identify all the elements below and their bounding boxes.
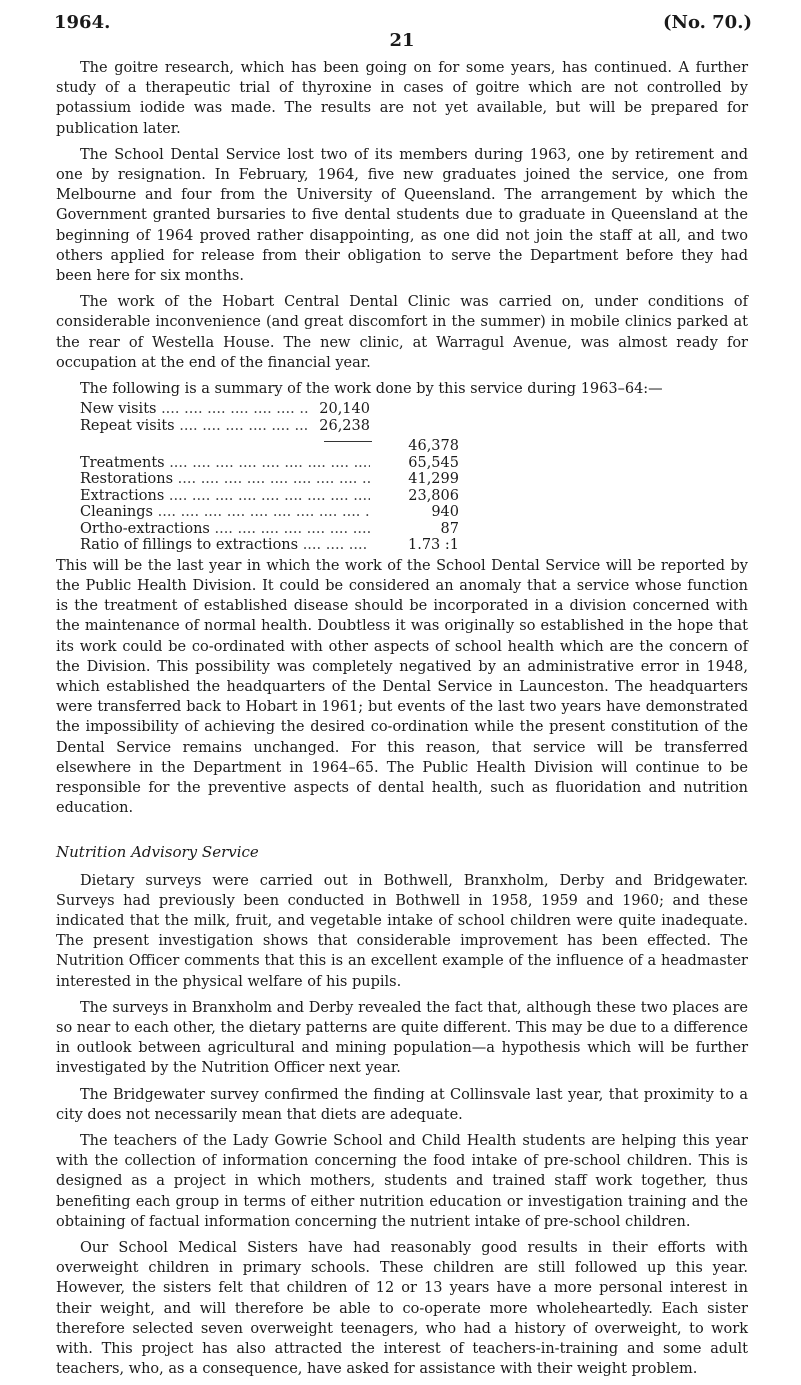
paragraph-goitre: The goitre research, which has been going on for some years, has continued. A further study of a therapeutic trial of thyroxine in cases of goitre which are not controlled by potassium iodide was made. The results are not yet available, but will be prepared for publication later.: [56, 60, 748, 137]
paragraph-overweight: Our School Medical Sisters have had reasonably good results in their efforts with overweight children in primary schools. These children are still followed up this year. However, the sisters felt that children of 12 or 13 years have a more personal interest in their weight, and will therefore be able to co-operate more wholeheartedly. Each sister therefore selected seven overweight teenagers, who had a history of overweight, to work with. This project has also attracted the interest of teachers-in-training and some adult teachers, who, as a consequence, have asked for assistance with their weight problem.: [56, 1240, 748, 1378]
document-page: [54, 12, 752, 1385]
row-value: 65,545: [408, 454, 459, 471]
table-row: [80, 504, 748, 521]
table-row: [80, 471, 748, 488]
total-visits: 46,378: [408, 438, 459, 455]
row-value: 1.73 :1: [407, 537, 459, 554]
row-label: Ratio of fillings to extractions ....: [80, 537, 370, 554]
paragraph-branxholm-derby: The surveys in Branxholm and Derby revealed the fact that, although these two places are so near to each other, the dietary patterns are quite different. This may be due to a difference in outlook between agricultural and mining population—a hypothesis which will be further investigated by the Nutrition Officer next year.: [56, 999, 748, 1077]
table-row: [80, 438, 748, 455]
table-row: [80, 488, 748, 505]
row-value: 87: [440, 520, 459, 537]
row-value: 940: [431, 504, 459, 521]
row-label: Treatments ....: [80, 455, 370, 472]
section-title-nutrition: Nutrition Advisory Service: [56, 843, 259, 862]
row-label: Cleanings ....: [80, 504, 370, 521]
page-header: [54, 12, 752, 58]
row-value: 41,299: [408, 471, 459, 488]
table-row: [80, 418, 748, 435]
row-label: New visits ....: [80, 401, 308, 418]
header-year: 1964.: [54, 12, 111, 33]
paragraph-hobart-clinic: The work of the Hobart Central Dental Clinic was carried on, under conditions of considerable inconvenience (and great discomfort in the summer) in mobile clinics parked at the rear of Westella House. The new clinic, at Warragul Avenue, was almost ready for occupation at the end of the financial year.: [56, 294, 748, 371]
row-label: Ortho-extractions ....: [80, 521, 370, 538]
paragraph-summary-intro: The following is a summary of the work done by this service during 1963–64:—: [80, 381, 663, 398]
row-label: Repeat visits ....: [80, 418, 308, 435]
row-label: Restorations ....: [80, 471, 370, 488]
row-label: Extractions ....: [80, 488, 370, 505]
table-row: [80, 521, 748, 538]
table-row: [80, 401, 748, 418]
paragraph-dental-service-transfer: This will be the last year in which the work of the School Dental Service will be reported by the Public Health Division. It could be considered an anomaly that a service whose function is the treatment of established disease should be incorporated in a division concerned with the maintenance of normal health. Doubtless it was originally so established in the hope that its work could be co-ordinated with other aspects of school health which are the concern of the Division. This possibility was completely negatived by an administrative error in 1948, which established the headquarters of the Dental Service in Launceston. The headquarters were transferred back to Hobart in 1961; but events of the last two years have demonstrated the impossibility of achieving the desired co-ordination while the present constitution of the Dental Service remains unchanged. For this reason, that service will be transferred elsewhere in the Department in 1964–65. The Public Health Division will continue to be responsible for the preventive aspects of dental health, such as fluoridation and nutrition education.: [56, 557, 748, 817]
table-row: [80, 455, 748, 472]
paragraph-lady-gowrie: The teachers of the Lady Gowrie School and Child Health students are helping this year with the collection of information concerning the food intake of pre-school children. This is designed as a project in which mothers, students and trained staff work together, thus benefiting each group in terms of either nutrition education or investigation training and the obtaining of factual information concerning the nutrient intake of pre-school children.: [56, 1133, 748, 1230]
summary-table: [80, 401, 748, 554]
row-value: 20,140: [319, 401, 370, 418]
paragraph-dietary-surveys: Dietary surveys were carried out in Bothwell, Branxholm, Derby and Bridgewater. Surveys had previously been conducted in Bothwell in 1958, 1959 and 1960; and these indicated that the milk, fruit, and vegetable intake of school children were quite inadequate. The present investigation shows that considerable improvement has been effected. The Nutrition Officer comments that this is an excellent example of the influence of a headmaster interested in the physical welfare of his pupils.: [56, 872, 748, 990]
paragraph-dental-staff: The School Dental Service lost two of its members during 1963, one by retirement and one by resignation. In February, 1964, five new graduates joined the service, one from Melbourne and four from the University of Queensland. The arrangement by which the Government granted bursaries to five dental students due to graduate in Queensland at the beginning of 1964 proved rather disappointing, as one did not join the staff at all, and two others applied for release from their obligation to serve the Department before they had been here for six months.: [56, 146, 748, 285]
table-row: [80, 537, 748, 554]
page-number: 21: [389, 30, 415, 51]
paragraph-bridgewater: The Bridgewater survey confirmed the finding at Collinsvale last year, that proximity to a city does not necessarily mean that diets are adequate.: [56, 1086, 748, 1123]
row-value: 26,238: [319, 417, 370, 434]
subtotal-rule: [324, 441, 372, 442]
header-document-number: (No. 70.): [662, 12, 752, 33]
row-value: 23,806: [408, 487, 459, 504]
